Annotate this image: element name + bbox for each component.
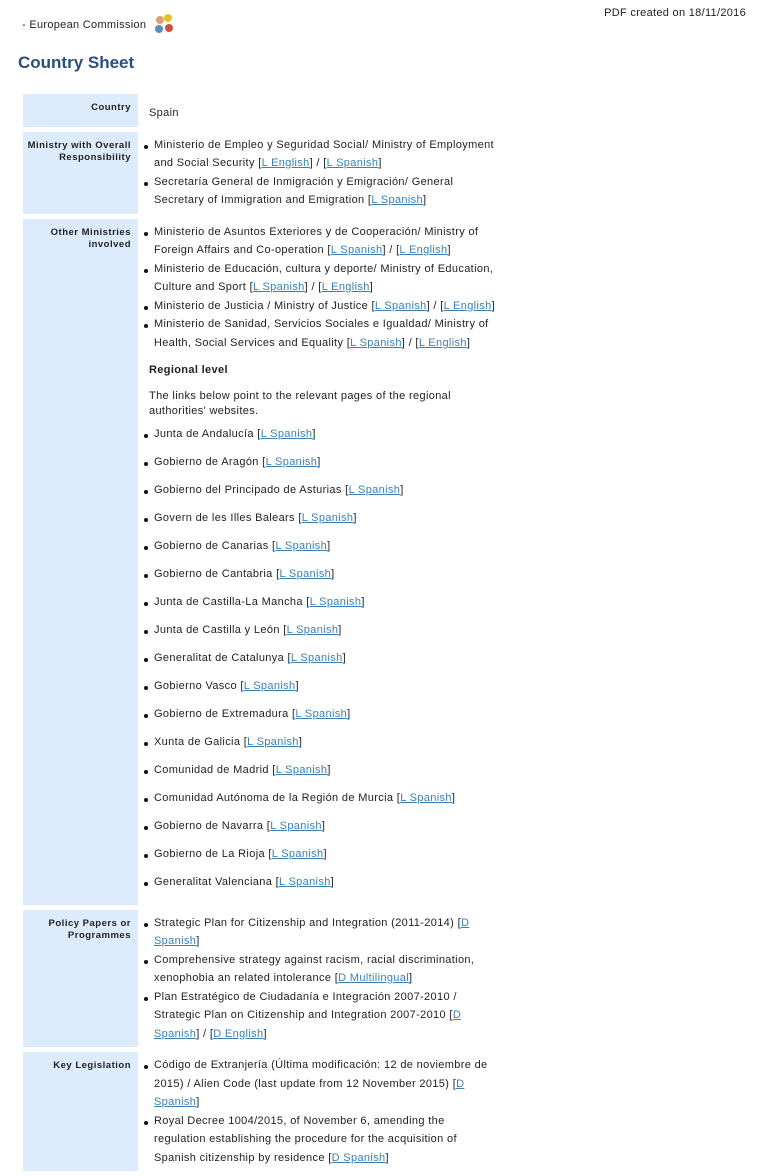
item-list <box>144 425 499 892</box>
item-text: Gobierno de Cantabria <box>154 567 277 580</box>
table-row <box>23 219 499 905</box>
document-link[interactable]: L Spanish <box>286 623 339 636</box>
table-row <box>23 910 499 1048</box>
row-value <box>140 94 499 127</box>
item-text: Junta de Andalucía <box>154 427 258 440</box>
page-title: Country Sheet <box>18 53 135 72</box>
list-item: Gobierno de Canarias [L Spanish] <box>144 537 499 556</box>
table-row <box>23 132 499 214</box>
document-link[interactable]: L Spanish <box>270 819 322 832</box>
document-link[interactable]: L Spanish <box>260 427 313 440</box>
list-item: Gobierno de La Rioja [L Spanish] <box>144 845 499 864</box>
document-link[interactable]: L Spanish <box>371 194 423 206</box>
document-link[interactable]: L Spanish <box>330 244 383 256</box>
document-link[interactable]: L Spanish <box>279 875 331 888</box>
list-item: Ministerio de Sanidad, Servicios Sociales e Igualdad/ Ministry of Health, Social Services and Equality [L Spanish] / [L English] <box>144 315 499 352</box>
item-list <box>144 1056 499 1167</box>
document-link[interactable]: L Spanish <box>400 791 452 804</box>
item-text: Ministerio de Asuntos Exteriores y de Cooperación/ Ministry of Foreign Affairs and Co-operation <box>154 225 479 256</box>
list-item: Comunidad Autónoma de la Región de Murcia [L Spanish] <box>144 789 499 808</box>
document-link[interactable]: D Spanish <box>154 1077 465 1108</box>
item-text: Ministerio de Justicia / Ministry of Justice <box>154 299 372 312</box>
item-text: Gobierno de Extremadura <box>154 707 293 720</box>
document-link[interactable]: L Spanish <box>309 595 362 608</box>
document-link[interactable]: L Spanish <box>265 455 318 468</box>
row-value <box>140 219 499 905</box>
document-link[interactable]: L Spanish <box>252 281 305 293</box>
regional-heading: Regional level <box>149 364 228 376</box>
list-item: Plan Estratégico de Ciudadanía e Integración 2007-2010 / Strategic Plan on Citizenship and Integration 2007-2010 [D Spanish] / [D English] <box>144 988 499 1044</box>
document-link[interactable]: L Spanish <box>275 539 328 552</box>
list-item: Govern de les Illes Balears [L Spanish] <box>144 509 499 528</box>
document-link[interactable]: L Spanish <box>374 299 427 312</box>
list-item: Código de Extranjería (Última modificación: 12 de noviembre de 2015) / Alien Code (last update from 12 November 2015) [D Spanish] <box>144 1056 499 1112</box>
item-text: Junta de Castilla-La Mancha <box>154 595 307 608</box>
item-text: Ministerio de Sanidad, Servicios Sociales e Igualdad/ Ministry of Health, Social Services and Equality <box>154 318 489 349</box>
item-text: Gobierno de La Rioja <box>154 847 269 860</box>
document-link[interactable]: L Spanish <box>295 707 348 720</box>
list-item: Strategic Plan for Citizenship and Integration (2011-2014) [D Spanish] <box>144 914 499 951</box>
item-text: Royal Decree 1004/2015, of November 6, amending the regulation establishing the procedure for the acquisition of Spanish citizenship by residence <box>154 1114 457 1164</box>
country-value: Spain <box>149 107 179 119</box>
list-item: Secretaría General de Inmigración y Emigración/ General Secretary of Immigration and Emigration [L Spanish] <box>144 173 499 210</box>
item-text: Gobierno del Principado de Asturias <box>154 483 346 496</box>
item-text: Strategic Plan for Citizenship and Integration (2011-2014) <box>154 916 458 929</box>
document-link[interactable]: L Spanish <box>301 511 354 524</box>
list-item: Gobierno de Aragón [L Spanish] <box>144 453 499 472</box>
list-item: Gobierno de Navarra [L Spanish] <box>144 817 499 836</box>
document-link[interactable]: L Spanish <box>247 735 299 748</box>
row-value <box>140 1052 499 1171</box>
item-text: Ministerio de Educación, cultura y deporte/ Ministry of Education, Culture and Sport <box>154 262 494 293</box>
item-text: Ministerio de Empleo y Seguridad Social/ Ministry of Employment and Social Security <box>154 138 494 169</box>
document-link[interactable]: D Spanish <box>154 916 470 947</box>
table-row <box>23 94 499 127</box>
document-link[interactable]: D Spanish <box>331 1151 386 1164</box>
list-item: Xunta de Galicia [L Spanish] <box>144 733 499 752</box>
document-link[interactable]: L Spanish <box>279 567 332 580</box>
document-link[interactable]: D Spanish <box>154 1009 462 1040</box>
item-list <box>144 914 499 1044</box>
list-item: Junta de Andalucía [L Spanish] <box>144 425 499 444</box>
document-link[interactable]: L English <box>321 281 370 293</box>
site-header <box>22 13 176 37</box>
document-link[interactable]: D Multilingual <box>338 972 410 984</box>
document-link[interactable]: L Spanish <box>348 483 401 496</box>
row-label: Country <box>23 94 138 127</box>
item-text: Comunidad de Madrid <box>154 763 273 776</box>
list-item: Gobierno del Principado de Asturias [L Spanish] <box>144 481 499 500</box>
list-item: Gobierno de Extremadura [L Spanish] <box>144 705 499 724</box>
list-item: Ministerio de Educación, cultura y deporte/ Ministry of Education, Culture and Sport [L Spanish] / [L English] <box>144 260 499 297</box>
row-label: Ministry with Overall Responsibility <box>23 132 138 214</box>
item-list <box>144 223 499 353</box>
list-item: Junta de Castilla-La Mancha [L Spanish] <box>144 593 499 612</box>
list-item: Comunidad de Madrid [L Spanish] <box>144 761 499 780</box>
document-link[interactable]: L Spanish <box>326 157 379 169</box>
item-text: Código de Extranjería (Última modificación: 12 de noviembre de 2015) / Alien Code (last update from 12 November 2015) <box>154 1059 488 1090</box>
item-text: Gobierno de Aragón <box>154 455 263 468</box>
pdf-created-date: PDF created on 18/11/2016 <box>604 7 746 19</box>
row-label: Key Legislation <box>23 1052 138 1171</box>
list-item: Comprehensive strategy against racism, racial discrimination, xenophobia an related intolerance [D Multilingual] <box>144 951 499 988</box>
document-link[interactable]: L Spanish <box>350 336 402 349</box>
logo-icon <box>154 13 176 37</box>
list-item: Royal Decree 1004/2015, of November 6, amending the regulation establishing the procedure for the acquisition of Spanish citizenship by residence [D Spanish] <box>144 1112 499 1168</box>
document-link[interactable]: L Spanish <box>243 679 296 692</box>
document-link[interactable]: L Spanish <box>271 847 324 860</box>
item-text: Gobierno de Navarra <box>154 819 267 832</box>
document-link[interactable]: L Spanish <box>290 651 343 664</box>
table-row <box>23 1052 499 1171</box>
item-text: Comprehensive strategy against racism, racial discrimination, xenophobia an related intolerance <box>154 953 475 984</box>
item-list <box>144 136 499 210</box>
item-text: Junta de Castilla y León <box>154 623 284 636</box>
list-item: Ministerio de Asuntos Exteriores y de Cooperación/ Ministry of Foreign Affairs and Co-operation [L Spanish] / [L English] <box>144 223 499 260</box>
list-item: Junta de Castilla y León [L Spanish] <box>144 621 499 640</box>
document-link[interactable]: D English <box>213 1027 264 1040</box>
row-value <box>140 910 499 1048</box>
row-label: Policy Papers or Programmes <box>23 910 138 1048</box>
regional-note: The links below point to the relevant pages of the regional authorities' websites. <box>149 389 451 417</box>
document-link[interactable]: L English <box>261 157 310 169</box>
item-text: Gobierno de Canarias <box>154 539 273 552</box>
item-text: Comunidad Autónoma de la Región de Murcia <box>154 791 397 804</box>
row-label: Other Ministries involved <box>23 219 138 905</box>
country-sheet-table <box>21 89 501 1176</box>
item-text: Govern de les Illes Balears <box>154 511 299 524</box>
list-item: Ministerio de Empleo y Seguridad Social/ Ministry of Employment and Social Security [L English] / [L Spanish] <box>144 136 499 173</box>
document-link[interactable]: L English <box>399 244 448 256</box>
list-item: Gobierno Vasco [L Spanish] <box>144 677 499 696</box>
list-item: Generalitat de Catalunya [L Spanish] <box>144 649 499 668</box>
item-text: Xunta de Galicia <box>154 735 244 748</box>
list-item: Gobierno de Cantabria [L Spanish] <box>144 565 499 584</box>
item-text: Gobierno Vasco <box>154 679 241 692</box>
list-item: Ministerio de Justicia / Ministry of Justice [L Spanish] / [L English] <box>144 297 499 316</box>
item-text: Secretaría General de Inmigración y Emigración/ General Secretary of Immigration and Emigration <box>154 175 454 206</box>
list-item: Generalitat Valenciana [L Spanish] <box>144 873 499 892</box>
document-link[interactable]: L Spanish <box>275 763 328 776</box>
row-value <box>140 132 499 214</box>
item-text: Generalitat Valenciana <box>154 875 276 888</box>
document-link[interactable]: L English <box>443 299 492 312</box>
document-link[interactable]: L English <box>418 336 467 349</box>
item-text: Generalitat de Catalunya <box>154 651 288 664</box>
site-name: - European Commission <box>22 19 147 31</box>
item-text: Plan Estratégico de Ciudadanía e Integración 2007-2010 / Strategic Plan on Citizenship and Integration 2007-2010 <box>154 990 457 1021</box>
